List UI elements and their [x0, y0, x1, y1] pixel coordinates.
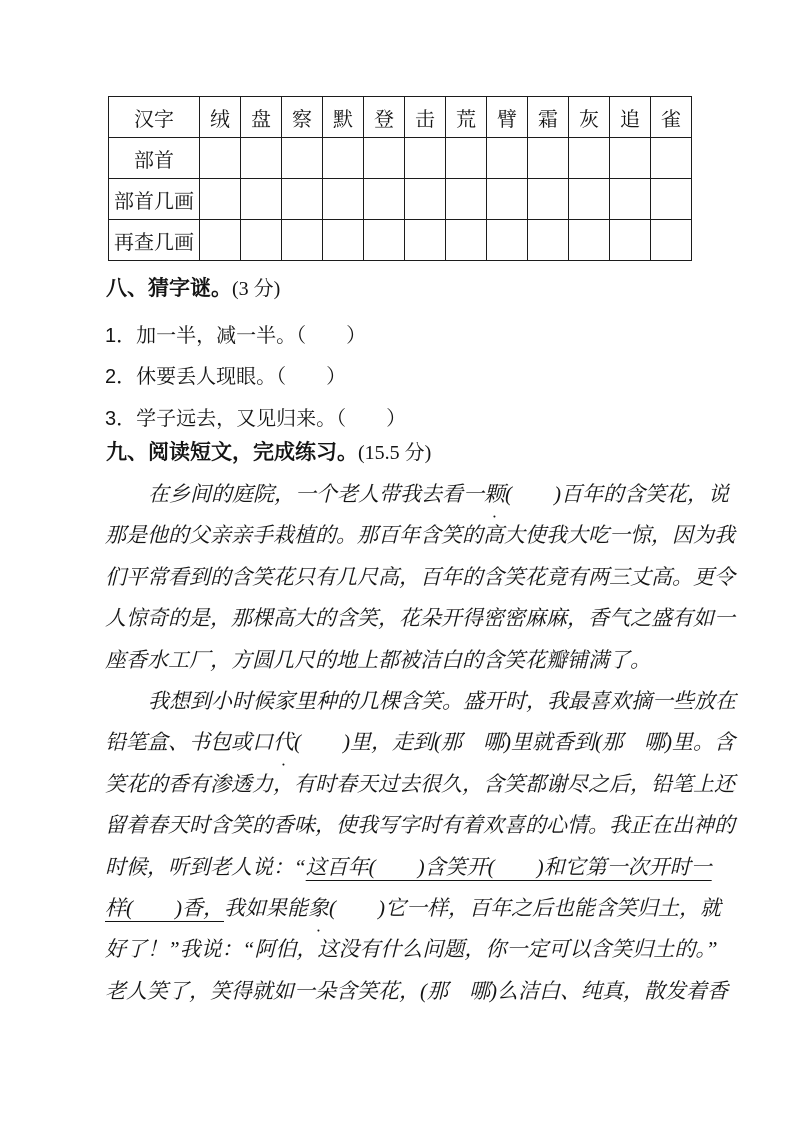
blank-answer-cell [200, 220, 241, 261]
blank-answer-cell [569, 138, 610, 179]
passage-line [105, 805, 735, 846]
blank-answer-cell [569, 179, 610, 220]
blank-answer-cell [610, 179, 651, 220]
passage-line [105, 598, 735, 639]
passage-text: 留着春天时含笑的香味，使我写字时有着欢喜的心情。我正在出神的 [105, 813, 735, 838]
passage-line [105, 640, 688, 681]
blank-answer-cell [446, 179, 487, 220]
blank-answer-cell [651, 220, 692, 261]
blank-answer-cell [323, 179, 364, 220]
blank-answer-cell [446, 138, 487, 179]
passage-text: 老人笑了，笑得就如一朵含笑花，(那 哪)么洁白、纯真，散发着香 [105, 978, 728, 1003]
passage-line [105, 888, 721, 929]
passage-text: 人惊奇的是，那棵高大的含笑，花朵开得密密麻麻，香气之盛有如一 [105, 606, 735, 631]
emphasized-char: 颗 [484, 482, 505, 506]
blank-answer-cell [364, 179, 405, 220]
character-cell: 臂 [487, 97, 528, 138]
blank-answer-cell [323, 138, 364, 179]
riddle-item-1: 1．加一半，减一半。（ ） [105, 325, 367, 347]
row-label-cell: 部首 [109, 138, 200, 179]
character-cell: 登 [364, 97, 405, 138]
emphasized-char: 代 [273, 730, 294, 755]
riddle-item-2: 2．休要丢人现眼。（ ） [105, 366, 347, 388]
passage-text: ( )百年的含笑花，说 [505, 482, 729, 506]
blank-answer-cell [487, 179, 528, 220]
section-9-title: 九、阅读短文，完成练习。 [106, 441, 358, 464]
blank-answer-cell [241, 138, 282, 179]
character-cell: 荒 [446, 97, 487, 138]
passage-line [105, 557, 735, 598]
passage-line [105, 474, 729, 515]
row-label-cell: 部首几画 [109, 179, 200, 220]
blank-answer-cell [446, 220, 487, 261]
blank-answer-cell [487, 220, 528, 261]
blank-answer-cell [282, 179, 323, 220]
passage-line [105, 681, 736, 722]
emphasized-char: 象 [308, 895, 329, 920]
blank-answer-cell [364, 138, 405, 179]
blank-answer-cell [200, 138, 241, 179]
blank-answer-cell [200, 179, 241, 220]
passage-text: 座香水工厂，方圆几尺的地上都被洁白的含笑花瓣铺满了。 [105, 647, 651, 672]
blank-answer-cell [610, 220, 651, 261]
blank-answer-cell [405, 179, 446, 220]
blank-answer-cell [651, 138, 692, 179]
blank-answer-cell [487, 138, 528, 179]
passage-text: 在乡间的庭院，一个老人带我去看一 [148, 482, 484, 506]
blank-answer-cell [282, 220, 323, 261]
blank-answer-cell [282, 138, 323, 179]
passage-line [105, 722, 735, 763]
blank-answer-cell [364, 220, 405, 261]
lookup-table-body [109, 97, 692, 261]
row-label-cell: 再查几画 [109, 220, 200, 261]
blank-answer-cell [241, 220, 282, 261]
section-9-score: (15.5 分) [358, 442, 432, 464]
section-8-heading [106, 276, 280, 302]
passage-text: 我如果能 [224, 895, 308, 920]
passage-line [105, 515, 735, 556]
blank-answer-cell [528, 138, 569, 179]
passage-line [105, 764, 735, 805]
section-8-title: 八、猜字谜。 [106, 277, 232, 300]
passage-line [105, 847, 712, 888]
section-9-heading [106, 440, 431, 466]
character-cell: 霜 [528, 97, 569, 138]
character-cell: 绒 [200, 97, 241, 138]
blank-answer-cell [610, 138, 651, 179]
blank-answer-cell [323, 220, 364, 261]
character-cell: 击 [405, 97, 446, 138]
passage-text: 那是他的父亲亲手栽植的。那百年含笑的高大使我大吃一惊，因为我 [105, 523, 735, 548]
character-cell: 雀 [651, 97, 692, 138]
character-cell: 盘 [241, 97, 282, 138]
blank-answer-cell [405, 138, 446, 179]
passage-text: ( )里，走到(那 哪)里就香到(那 哪)里。含 [294, 730, 735, 755]
table-header-label-cell: 汉字 [109, 97, 200, 138]
blank-answer-cell [528, 179, 569, 220]
passage-text: 铅笔盒、书包或口 [105, 730, 273, 755]
riddle-item-3: 3．学子远去，又见归来。（ ） [105, 408, 407, 430]
blank-answer-cell [405, 220, 446, 261]
passage-text: 好了！”我说：“阿伯，这没有什么问题，你一定可以含笑归土的。” [105, 937, 718, 962]
underlined-text: 样( )香， [105, 895, 224, 920]
passage-text: 我想到小时候家里种的几棵含笑。盛开时，我最喜欢摘一些放在 [148, 688, 736, 713]
reading-passage [105, 474, 736, 1012]
blank-answer-cell [528, 220, 569, 261]
section-8-score: (3 分) [232, 278, 281, 300]
underlined-text: 这百年( )含笑开( )和它第一次开时一 [305, 854, 712, 879]
passage-line [105, 929, 718, 970]
passage-text: 时候，听到老人说：“ [105, 854, 306, 879]
passage-text: 笑花的香有渗透力，有时春天过去很久，含笑都谢尽之后，铅笔上还 [105, 771, 735, 796]
passage-text: 们平常看到的含笑花只有几尺高，百年的含笑花竟有两三丈高。更令 [105, 564, 735, 589]
passage-line [105, 971, 728, 1012]
blank-answer-cell [651, 179, 692, 220]
radical-lookup-table [108, 96, 692, 261]
passage-text: ( )它一样，百年之后也能含笑归土，就 [329, 895, 721, 920]
blank-answer-cell [241, 179, 282, 220]
character-cell: 灰 [569, 97, 610, 138]
character-cell: 察 [282, 97, 323, 138]
blank-answer-cell [569, 220, 610, 261]
character-cell: 追 [610, 97, 651, 138]
character-cell: 默 [323, 97, 364, 138]
